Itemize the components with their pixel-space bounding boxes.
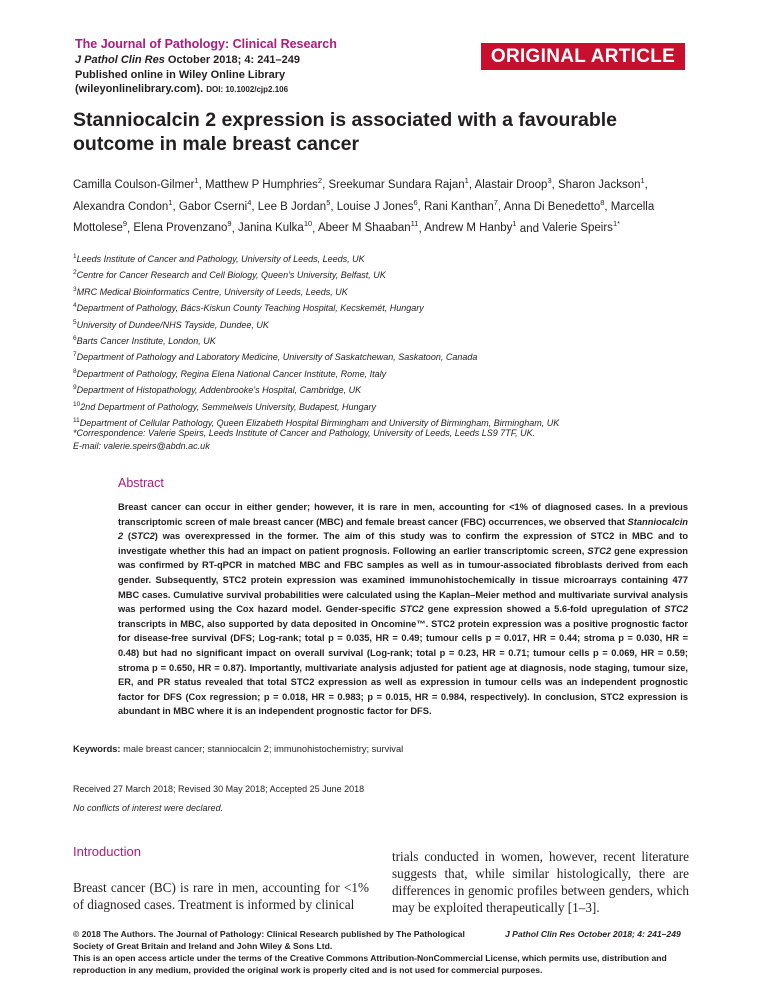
- affiliation-text: 2nd Department of Pathology, Semmelweis University, Budapest, Hungary: [80, 401, 377, 412]
- author-name: Sharon Jackson$^1$: [558, 176, 645, 191]
- citation-block: [75, 53, 300, 98]
- author-name: Alastair Droop$^3$: [474, 176, 552, 191]
- abstract-gene: STC2: [399, 604, 424, 615]
- keywords-text: male breast cancer; stanniocalcin 2; immunohistochemistry; survival: [123, 744, 404, 754]
- author-name: Anna Di Benedetto$^8$: [503, 197, 605, 213]
- citation-vol-pages: 4: 241–249: [244, 54, 301, 66]
- abstract-part: ) was overexpressed in the former. The aim of this study was to confirm the expression of STC2 in MBC and to investigate whether this had an impact on patient prognosis. Following an earlier transcriptomic screen,: [118, 531, 689, 556]
- author-affiliation-mark: 1: [168, 197, 173, 207]
- introduction-column-2: trials conducted in women, however, recent literature suggests that, while similar histologically, there are differences in genomic profiles between genders, which may be exploited therapeutically [1–3].: [392, 849, 689, 915]
- abstract-part: gene expression was confirmed by RT-qPCR in matched MBC and FBC samples as well as in tumour-associated fibroblasts derived from each gender. Subsequently, STC2 protein expression was examined immunohistochemically in tissue microarrays containing 477 MBC cases. Cumulative survival probabilities were calculated using the Kaplan–Meier method and multivariate survival analysis was performed using the Cox hazard model. Gender-specific: [118, 545, 688, 615]
- author-affiliation-mark: 3: [547, 176, 552, 185]
- author-affiliation-mark: 1: [640, 176, 645, 185]
- affiliation-number: 8: [73, 367, 77, 375]
- correspondence: [73, 427, 693, 453]
- doi[interactable]: DOI: 10.1002/cjp2.106: [206, 85, 289, 94]
- introduction-column-1: Breast cancer (BC) is rare in men, accounting for <1% of diagnosed cases. Treatment is informed by clinical: [73, 880, 369, 912]
- affiliation-item: [73, 250, 693, 266]
- article-title: [73, 108, 673, 156]
- affiliation-item: [73, 398, 693, 414]
- affiliation-list: [73, 250, 693, 430]
- author-affiliation-mark: 9: [227, 219, 232, 229]
- affiliation-text: MRC Medical Bioinformatics Centre, University of Leeds, Leeds, UK: [76, 286, 348, 297]
- abstract-part: Breast cancer can occur in either gender; however, it is rare in men, accounting for <1% of diagnosed cases. In a previous transcriptomic screen of male breast cancer (MBC) and female breast cancer (FBC) occurrences, we observed that: [118, 502, 688, 527]
- affiliation-number: 11: [73, 417, 80, 425]
- published-line-1: Published online in Wiley Online Library: [75, 68, 286, 81]
- author-name: Matthew P Humphries$^2$: [204, 176, 323, 191]
- author-name: Sreekumar Sundara Rajan$^1$: [328, 176, 469, 191]
- abstract-gene: STC2: [587, 545, 612, 556]
- author-affiliation-mark: 1: [194, 176, 199, 185]
- author-name: Abeer M Shaaban$^{11}$: [317, 219, 419, 235]
- abstract-part: (: [123, 531, 132, 542]
- abstract-part: gene expression showed a 5.6-fold upregulation of: [423, 604, 665, 615]
- affiliation-text: Department of Histopathology, Addenbrooke’s Hospital, Cambridge, UK: [76, 385, 362, 396]
- author-affiliation-mark: 1*: [612, 219, 621, 229]
- correspondence-email[interactable]: E-mail: valerie.speirs@abdn.ac.uk: [73, 441, 210, 451]
- author-affiliation-mark: 8: [600, 197, 605, 207]
- footer-license: This is an open access article under the terms of the Creative Commons Attribution-NonCommercial License, which permits use, distribution and reproduction in any medium, provided the original work is properly cited and is not used for commercial purposes.: [73, 953, 667, 975]
- author-affiliation-mark: 1: [464, 176, 469, 185]
- affiliation-text: Leeds Institute of Cancer and Pathology, University of Leeds, Leeds, UK: [76, 254, 365, 264]
- author-affiliation-mark: 10: [303, 219, 313, 229]
- keywords: [73, 744, 403, 754]
- affiliation-text: Department of Cellular Pathology, Queen Elizabeth Hospital Birmingham and University of Birmingham, Birmingham, UK: [79, 418, 560, 429]
- author-affiliation-mark: 2: [317, 176, 323, 185]
- affiliation-number: 7: [73, 351, 77, 359]
- affiliation-item: [73, 316, 693, 332]
- affiliation-number: 6: [73, 335, 77, 343]
- keywords-label: Keywords:: [73, 744, 121, 754]
- citation-journal: J Pathol Clin Res: [75, 54, 165, 66]
- affiliation-number: 4: [73, 302, 77, 310]
- author-affiliation-mark: 5: [326, 197, 331, 207]
- affiliation-text: Department of Pathology and Laboratory Medicine, University of Saskatchewan, Saskatoon, Canada: [76, 352, 478, 363]
- affiliation-text: Centre for Cancer Research and Cell Biology, Queen’s University, Belfast, UK: [76, 270, 386, 281]
- affiliation-item: [73, 299, 693, 315]
- affiliation-number: 3: [73, 285, 77, 293]
- author-name: Lee B Jordan$^5$: [257, 197, 331, 213]
- author-name: Elena Provenzano$^9$: [133, 219, 232, 235]
- author-name: Marcella Mottolese$^9$: [73, 200, 655, 235]
- introduction-heading: Introduction: [73, 844, 141, 859]
- abstract-part: p = 0.035, HR = 0.49; tumour cells p = 0.017, HR = 0.44; stroma p = 0.030, HR = 0.48) but had no significant impact on overall survival (Log-rank; total p = 0.23, HR = 0.71; tumour cells p = 0.069, HR = 0.59; stroma p = 0.650, HR = 0.87). Importantly, multivariate analysis adjusted for patient age at diagnosis, node staging, tumour size, ER, and PR status revealed that total STC2 expression as well as expression in tumour cells was an independent prognostic factor for DFS (Cox regression; p = 0.018, HR = 0.983; p = 0.015, HR = 0.984, respectively). In conclusion, STC2 expression is abundant in MBC where it is an independent prognostic factor for DFS.: [118, 633, 689, 717]
- footer-citation: J Pathol Clin Res October 2018; 4: 241–249: [505, 929, 681, 939]
- abstract-gene: STC2: [664, 604, 688, 615]
- affiliation-number: 1: [73, 253, 77, 260]
- abstract-part: transcripts in MBC, also supported by data deposited in Oncomine™. STC2 protein expression was a positive prognostic factor for disease-free survival (DFS; Log-rank; total: [118, 618, 688, 644]
- affiliation-item: [73, 365, 693, 381]
- author-name: Rani Kanthan$^7$: [424, 197, 498, 213]
- affiliation-item: [73, 332, 693, 348]
- affiliation-number: 2: [73, 269, 77, 277]
- footer-copyright: © 2018 The Authors. The Journal of Pathology: Clinical Research published by The Pathological Society of Great Britain and Ireland and John Wiley & Sons Ltd.: [73, 929, 465, 951]
- title-line-2: outcome in male breast cancer: [73, 133, 360, 155]
- affiliation-number: 10: [73, 400, 81, 408]
- journal-name: The Journal of Pathology: Clinical Research: [75, 37, 337, 51]
- author-affiliation-mark: 11: [410, 219, 419, 229]
- published-line-2: [75, 82, 300, 98]
- affiliation-text: Department of Pathology, Bács-Kiskun County Teaching Hospital, Kecskemét, Hungary: [76, 303, 424, 314]
- affiliation-item: [73, 283, 693, 299]
- author-affiliation-mark: 9: [122, 219, 128, 229]
- author-name: Janina Kulka$^{10}$: [237, 219, 313, 235]
- abstract-gene-name: Stanniocalcin 2: [118, 516, 688, 542]
- abstract-text: [118, 500, 688, 719]
- author-affiliation-mark: 1: [512, 219, 517, 229]
- received-dates: Received 27 March 2018; Revised 30 May 2018; Accepted 25 June 2018: [73, 784, 365, 794]
- wiley-link[interactable]: (wileyonlinelibrary.com).: [75, 83, 204, 95]
- author-and: and: [519, 222, 539, 235]
- abstract-gene-abbr: STC2: [131, 531, 155, 542]
- author-name: Andrew M Hanby$^1$: [424, 219, 517, 235]
- author-affiliation-mark: 7: [493, 197, 498, 207]
- title-line-1: Stanniocalcin 2 expression is associated with a favourable: [73, 109, 618, 131]
- author-affiliation-mark: 6: [413, 197, 418, 207]
- affiliation-number: 5: [73, 318, 77, 326]
- affiliation-text: Barts Cancer Institute, London, UK: [76, 336, 216, 347]
- author-name: Alexandra Condon$^1$: [73, 197, 173, 213]
- author-list: Camilla Coulson-Gilmer$^1$, Matthew P Humphries$^2$, Sreekumar Sundara Rajan$^1$, Alastair Droop$^3$, Sharon Jackson$^1$, Alexandra Condon$^1$, Gabor Cserni$^4$, Lee B Jordan$^5$, Louise J Jones$^6$, Rani Kanthan$^7$, Anna Di Benedetto$^8$, Marcella Mottolese$^9$, Elena Provenzano$^9$, Janina Kulka$^{10}$, Abeer M Shaaban$^{11}$, Andrew M Hanby$^1$ and Valerie Speirs$^{1*}$: [73, 176, 655, 235]
- citation-line: [75, 53, 300, 68]
- affiliation-item: [73, 348, 693, 364]
- author-affiliation-mark: 4: [247, 197, 252, 207]
- affiliation-text: Department of Pathology, Regina Elena National Cancer Institute, Rome, Italy: [76, 368, 387, 379]
- conflicts-statement: No conflicts of interest were declared.: [73, 803, 224, 813]
- author-name: Camilla Coulson-Gilmer$^1$: [73, 176, 199, 191]
- author-name: Gabor Cserni$^4$: [178, 197, 252, 213]
- author-name: Valerie Speirs$^{1*}$: [542, 219, 621, 235]
- affiliation-item: [73, 381, 693, 397]
- article-type-badge: ORIGINAL ARTICLE: [481, 43, 685, 70]
- citation-issue: October 2018;: [167, 54, 242, 66]
- affiliation-item: [73, 266, 693, 282]
- author-name: Louise J Jones$^6$: [336, 197, 418, 213]
- affiliation-text: University of Dundee/NHS Tayside, Dundee, UK: [76, 319, 269, 330]
- correspondence-address: *Correspondence: Valerie Speirs, Leeds Institute of Cancer and Pathology, University of Leeds, Leeds LS9 7TF, UK.: [73, 428, 536, 438]
- affiliation-number: 9: [73, 384, 77, 392]
- abstract-heading: Abstract: [118, 476, 164, 490]
